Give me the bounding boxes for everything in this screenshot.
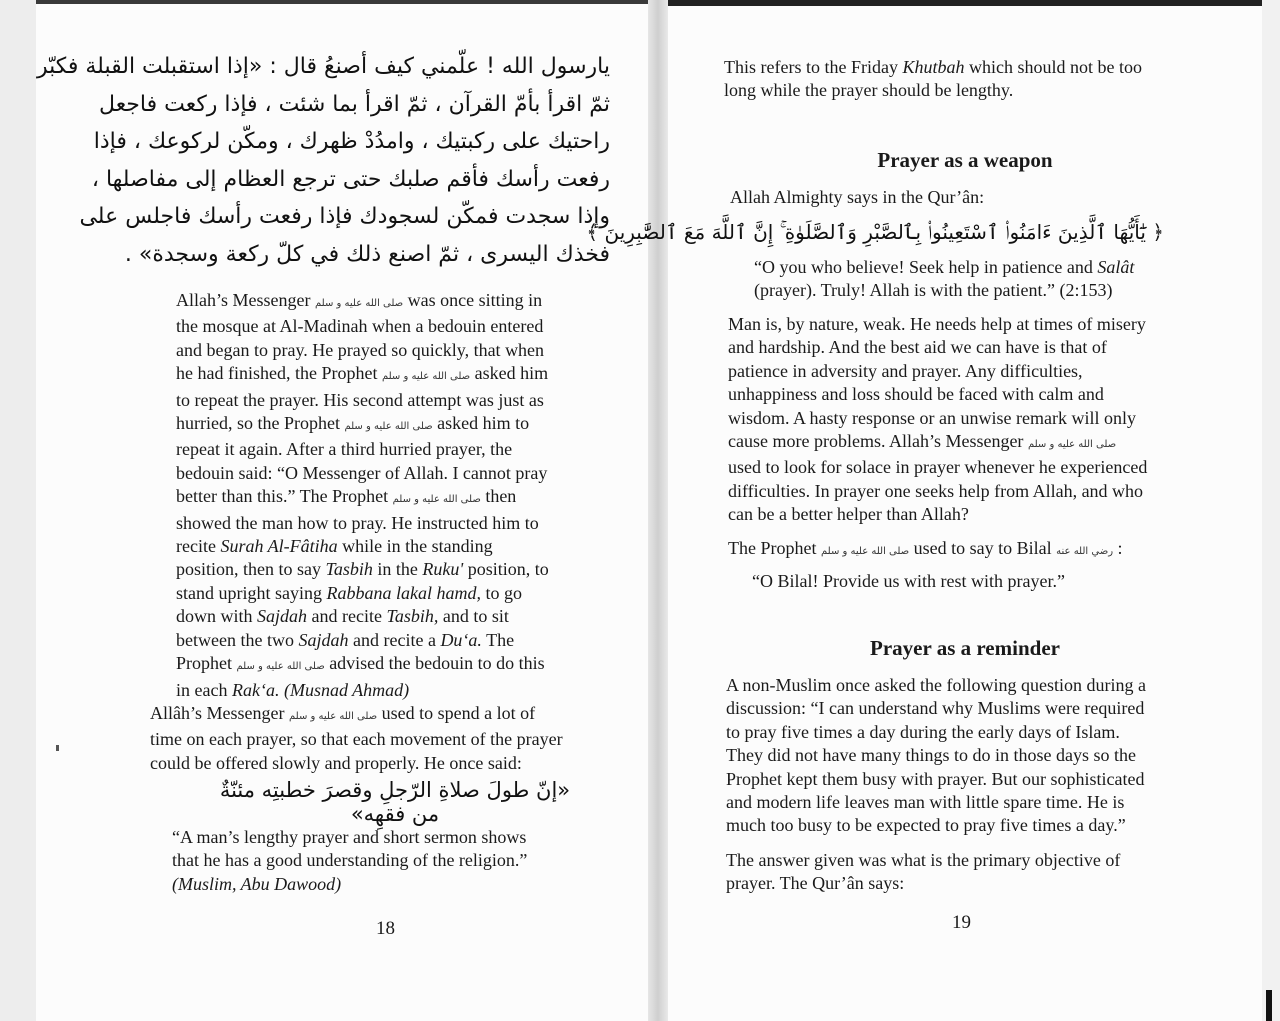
text: better than this.” The Prophet bbox=[176, 486, 389, 507]
text: which should not be too bbox=[968, 57, 1142, 77]
text: then bbox=[485, 486, 517, 507]
citation: (Musnad Ahmad) bbox=[283, 679, 410, 700]
salutation-mark: صلى الله عليه و سلم bbox=[392, 494, 481, 506]
text: hurried, so the Prophet bbox=[176, 413, 340, 434]
page-number: 19 bbox=[952, 912, 971, 933]
text-line: and hardship. And the best aid we can have is that of bbox=[728, 337, 1107, 358]
term: Rabbana lakal hamd, bbox=[326, 582, 481, 603]
bilal-line bbox=[728, 537, 1206, 563]
text: asked him bbox=[474, 363, 549, 384]
text: stand upright saying bbox=[176, 582, 322, 603]
right-page-margin bbox=[1262, 0, 1280, 1021]
text-line: showed the man how to pray. He instructed him to bbox=[176, 512, 539, 533]
term: Tasbih bbox=[325, 559, 373, 580]
term: Rak‘a. bbox=[231, 679, 280, 700]
salutation-mark: صلى الله عليه و سلم bbox=[344, 421, 433, 433]
text-line: repeat it again. After a third hurried prayer, the bbox=[176, 439, 513, 460]
text: position, to bbox=[467, 559, 549, 580]
text: cause more problems. Allah’s Messenger bbox=[728, 431, 1024, 452]
text-line: and began to pray. He prayed so quickly, that when bbox=[176, 339, 545, 360]
text: This refers to the Friday bbox=[724, 57, 898, 77]
text: recite bbox=[176, 536, 216, 557]
text: position, then to say bbox=[176, 559, 321, 580]
text-line: to pray five times a day during the early days of Islam. bbox=[726, 721, 1120, 742]
term-surah: Surah Al-Fâtiha bbox=[220, 536, 338, 557]
text: asked him to bbox=[437, 413, 530, 434]
non-muslim-paragraph bbox=[726, 674, 1204, 838]
text-line: to repeat the prayer. His second attempt was just as bbox=[176, 389, 544, 410]
arabic-hadith-quote: «إنّ طولَ صلاةِ الرّجلِ وقصرَ خطبتِه مئنّةٌ من فقهِه» bbox=[219, 778, 571, 826]
text: and recite a bbox=[352, 629, 436, 650]
text: and to sit bbox=[442, 606, 509, 627]
text: while in the standing bbox=[342, 536, 493, 557]
text: to go bbox=[485, 582, 523, 603]
text: down with bbox=[176, 606, 253, 627]
text: in the bbox=[377, 559, 418, 580]
text-line: (prayer). Truly! Allah is with the patient.” (2:153) bbox=[754, 280, 1113, 301]
text-line: difficulties. In prayer one seeks help from Allah, and who bbox=[728, 480, 1144, 501]
term: Khutbah bbox=[902, 57, 965, 77]
quran-intro bbox=[730, 186, 1150, 209]
text: used to spend a lot of bbox=[381, 703, 536, 723]
text-line: They did not have many things to do in those days so the bbox=[726, 745, 1136, 766]
salutation-mark: صلى الله عليه و سلم bbox=[288, 711, 378, 722]
text: used to say to Bilal bbox=[913, 538, 1052, 558]
page-number: 18 bbox=[376, 918, 395, 939]
salutation-mark: صلى الله عليه و سلم bbox=[1027, 439, 1117, 451]
text-line: could be offered slowly and properly. He once said: bbox=[150, 752, 522, 773]
text: The bbox=[486, 629, 515, 650]
bedouin-paragraph bbox=[176, 289, 606, 702]
term: Sajdah bbox=[257, 606, 308, 627]
bilal-quote bbox=[752, 570, 1192, 593]
text-line: discussion: “I can understand why Muslims were required bbox=[726, 698, 1145, 719]
term: Tasbih, bbox=[386, 606, 439, 627]
text-line: can be a better helper than Allah? bbox=[728, 504, 969, 525]
text: and recite bbox=[311, 606, 382, 627]
scan-top-edge-right bbox=[664, 0, 1264, 6]
quran-verse-arabic: ﴿ يَٰٓأَيُّهَا ٱلَّذِينَ ءَامَنُوا۟ ٱسْتَعِينُوا۟ بِٱلصَّبْرِ وَٱلصَّلَوٰةِ ۚ إِنَّ ٱللَّهَ مَعَ ٱلصَّٰبِرِينَ ﴾ bbox=[586, 220, 1164, 244]
salutation-mark: صلى الله عليه و سلم bbox=[314, 298, 404, 309]
salutation-mark: صلى الله عليه و سلم bbox=[381, 371, 471, 383]
text: Allâh’s Messenger bbox=[150, 703, 285, 723]
text: Allah’s Messenger bbox=[176, 290, 311, 310]
term: Du‘a. bbox=[440, 629, 482, 650]
text: he had finished, the Prophet bbox=[176, 363, 378, 384]
radi-mark: رضي الله عنه bbox=[1056, 546, 1114, 557]
text-line: The answer given was what is the primary objective of bbox=[726, 850, 1121, 870]
arabic-line: رفعت رأسك فأقم صلبك حتى ترجع العظام إلى مفاصلها ، bbox=[91, 166, 610, 192]
text: in each bbox=[176, 679, 228, 700]
arabic-line: راحتيك على ركبتيك ، وامدُدْ ظهرك ، ومكّن لركوعك ، فإذا bbox=[93, 129, 610, 154]
hadith-translation bbox=[172, 826, 604, 896]
text: Prophet bbox=[176, 653, 232, 674]
weakness-paragraph bbox=[728, 313, 1206, 527]
text: : bbox=[1117, 538, 1123, 558]
scan-top-edge-left bbox=[0, 0, 660, 4]
answer-paragraph bbox=[726, 849, 1204, 896]
text-line: unhappiness and loss should be faced with calm and bbox=[728, 384, 1104, 405]
text-line: prayer. The Qur’ân says: bbox=[726, 873, 905, 894]
citation: (Muslim, Abu Dawood) bbox=[172, 873, 342, 894]
arabic-line: ثمّ اقرأ بأمّ القرآن ، ثمّ اقرأ بما شئت ، فإذا ركعت فاجعل bbox=[99, 91, 610, 117]
text-line: A non-Muslim once asked the following question during a bbox=[726, 675, 1146, 695]
salutation-mark: صلى الله عليه و سلم bbox=[820, 546, 910, 557]
text-line: patience in adversity and prayer. Any difficulties, bbox=[728, 360, 1083, 381]
arabic-line: وإذا سجدت فمكّن لسجودك فإذا رفعت رأسك فاجلس على bbox=[79, 204, 610, 229]
text-line: used to look for solace in prayer whenever he experienced bbox=[728, 457, 1148, 478]
text-line: “A man’s lengthy prayer and short sermon shows bbox=[172, 827, 527, 847]
scan-speck bbox=[56, 745, 59, 751]
text: between the two bbox=[176, 629, 294, 650]
arabic-line: فخذك اليسرى ، ثمّ اصنع ذلك في كلّ ركعة وسجدة» . bbox=[124, 241, 610, 267]
text-line: “O Bilal! Provide us with rest with prayer.” bbox=[752, 571, 1065, 591]
text-line: and modern life leaves man with little spare time. He is bbox=[726, 792, 1125, 813]
text: was once sitting in bbox=[407, 290, 543, 310]
text-line: the mosque at Al-Madinah when a bedouin entered bbox=[176, 316, 544, 337]
arabic-hadith-paragraph bbox=[36, 48, 610, 273]
term: Sajdah bbox=[298, 629, 349, 650]
arabic-line: يارسول الله ! علّمني كيف أصنعُ قال : «إذا استقبلت القبلة فكبّر bbox=[36, 54, 610, 79]
left-page-margin bbox=[0, 0, 36, 1021]
heading-prayer-as-weapon: Prayer as a weapon bbox=[877, 148, 1053, 172]
text-line: Man is, by nature, weak. He needs help at times of misery bbox=[728, 314, 1146, 334]
text-line: bedouin said: “O Messenger of Allah. I cannot pray bbox=[176, 462, 548, 483]
book-gutter bbox=[648, 0, 668, 1021]
text-line: that he has a good understanding of the religion.” bbox=[172, 850, 528, 871]
text-line: long while the prayer should be lengthy. bbox=[724, 80, 1014, 101]
quran-verse-translation bbox=[754, 256, 1174, 303]
term: Ruku' bbox=[422, 559, 464, 580]
text: The Prophet bbox=[728, 538, 817, 558]
scan-corner-mark bbox=[1266, 990, 1272, 1021]
lengthy-prayer-paragraph bbox=[150, 702, 628, 775]
salutation-mark: صلى الله عليه و سلم bbox=[236, 661, 325, 673]
khutbah-paragraph bbox=[724, 56, 1202, 103]
term: Salât bbox=[1097, 257, 1135, 277]
text: advised the bedouin to do this bbox=[329, 653, 545, 674]
text-line: wisdom. A hasty response or an unwise remark will only bbox=[728, 407, 1136, 428]
heading-prayer-as-reminder: Prayer as a reminder bbox=[870, 636, 1060, 660]
text-line: time on each prayer, so that each movement of the prayer bbox=[150, 729, 563, 750]
text-line: Prophet kept them busy with prayer. But our sophisticated bbox=[726, 768, 1145, 789]
text: “O you who believe! Seek help in patience and bbox=[754, 257, 1093, 277]
text-line: Allah Almighty says in the Qur’ân: bbox=[730, 187, 985, 207]
text-line: much too busy to be expected to pray five times a day.” bbox=[726, 815, 1126, 836]
